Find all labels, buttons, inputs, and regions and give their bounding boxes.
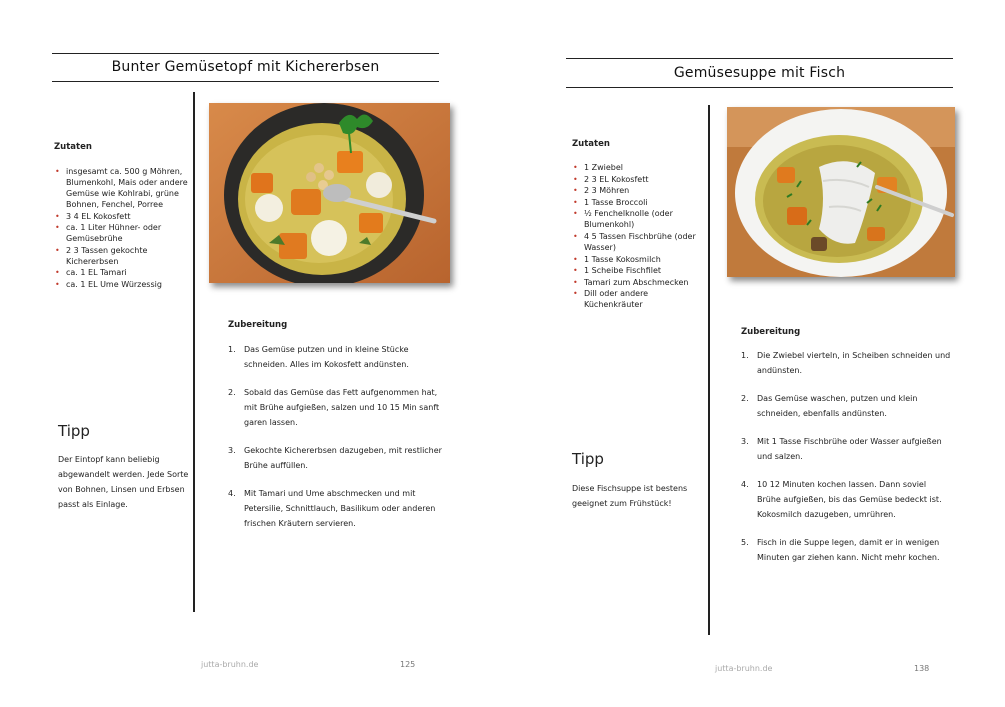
bullet-icon: • bbox=[55, 245, 60, 255]
list-item: 3. Gekochte Kichererbsen dazugeben, mit restlicher Brühe auffüllen. bbox=[228, 446, 442, 470]
bullet-icon: • bbox=[55, 268, 60, 278]
list-item: • 1 Tasse Broccoli bbox=[573, 197, 648, 207]
bullet-icon: • bbox=[573, 197, 578, 207]
list-item: 4. Mit Tamari und Ume abschmecken und mit Petersilie, Schnittlauch, Basilikum oder anderen frischen Kräutern servieren. bbox=[228, 489, 436, 528]
bullet-icon: • bbox=[573, 289, 578, 299]
bullet-icon: • bbox=[573, 209, 578, 219]
stew-photo bbox=[209, 103, 450, 283]
column-divider bbox=[708, 105, 710, 635]
steps-list bbox=[741, 348, 951, 578]
bullet-icon: • bbox=[55, 279, 60, 289]
fish-soup-photo bbox=[727, 107, 955, 277]
tip-text: Diese Fischsuppe ist bestens geeignet zum Frühstück! bbox=[572, 484, 688, 508]
page-title: Gemüsesuppe mit Fisch bbox=[566, 58, 953, 88]
list-item: • ca. 1 Liter Hühner- oder Gemüsebrühe bbox=[55, 223, 162, 244]
bullet-icon: • bbox=[55, 211, 60, 221]
list-item: • insgesamt ca. 500 g Möhren, Blumenkohl, Mais oder andere Gemüse wie Kohlrabi, grüne Bohnen, Fenchel, Porree bbox=[55, 167, 188, 209]
right-page bbox=[505, 0, 1005, 707]
list-item: 2. Das Gemüse waschen, putzen und klein schneiden, ebenfalls andünsten. bbox=[741, 394, 918, 418]
list-item: 2. Sobald das Gemüse das Fett aufgenommen hat, mit Brühe aufgießen, salzen und 10 15 Min sanft garen lassen. bbox=[228, 388, 440, 427]
list-item: • 4 5 Tassen Fischbrühe (oder Wasser) bbox=[573, 231, 696, 252]
fish-soup-image bbox=[727, 107, 955, 277]
list-item: • 2 3 EL Kokosfett bbox=[573, 174, 649, 184]
bullet-icon: • bbox=[55, 223, 60, 233]
list-item: 5. Fisch in die Suppe legen, damit er in wenigen Minuten gar ziehen kann. Nicht mehr kochen. bbox=[741, 538, 940, 562]
preparation-heading: Zubereitung bbox=[741, 327, 801, 337]
bullet-icon: • bbox=[573, 174, 578, 184]
list-item: • 3 4 EL Kokosfett bbox=[55, 211, 131, 221]
tip-text: Der Eintopf kann beliebig abgewandelt werden. Jede Sorte von Bohnen, Linsen und Erbsen passt als Einlage. bbox=[58, 455, 189, 509]
left-page bbox=[0, 0, 500, 707]
list-item: • 2 3 Möhren bbox=[573, 186, 630, 196]
bullet-icon: • bbox=[573, 266, 578, 276]
list-item: 4. 10 12 Minuten kochen lassen. Dann soviel Brühe aufgießen, bis das Gemüse bedeckt ist. Kokosmilch dazugeben, umrühren. bbox=[741, 480, 942, 519]
bullet-icon: • bbox=[55, 167, 60, 176]
preparation-heading: Zubereitung bbox=[228, 320, 288, 330]
list-item: • 1 Zwiebel bbox=[573, 163, 624, 172]
page-title: Bunter Gemüsetopf mit Kichererbsen bbox=[52, 53, 439, 82]
ingredients-list bbox=[572, 162, 707, 311]
list-item: • Tamari zum Abschmecken bbox=[573, 277, 689, 287]
bullet-icon: • bbox=[573, 231, 578, 241]
list-item: • 1 Tasse Kokosmilch bbox=[573, 254, 661, 264]
ingredients-list bbox=[54, 166, 189, 291]
list-item: 1. Das Gemüse putzen und in kleine Stücke schneiden. Alles im Kokosfett andünsten. bbox=[228, 345, 409, 369]
bullet-icon: • bbox=[573, 186, 578, 196]
column-divider bbox=[193, 92, 195, 612]
page-number: 138 bbox=[914, 664, 930, 673]
list-item: • ca. 1 EL Tamari bbox=[55, 268, 127, 278]
list-item: 1. Die Zwiebel vierteln, in Scheiben schneiden und andünsten. bbox=[741, 351, 951, 375]
bullet-icon: • bbox=[573, 277, 578, 287]
tip-heading: Tipp bbox=[58, 422, 90, 440]
tip-heading: Tipp bbox=[572, 450, 604, 468]
list-item: • 1 Scheibe Fischfilet bbox=[573, 266, 662, 276]
footer-site: jutta-bruhn.de bbox=[201, 660, 259, 669]
footer-site: jutta-bruhn.de bbox=[715, 664, 773, 673]
steps-list bbox=[228, 342, 443, 544]
ingredients-heading: Zutaten bbox=[54, 142, 92, 152]
bullet-icon: • bbox=[573, 254, 578, 264]
list-item: 3. Mit 1 Tasse Fischbrühe oder Wasser aufgießen und salzen. bbox=[741, 437, 942, 461]
ingredients-heading: Zutaten bbox=[572, 139, 610, 149]
list-item: • ½ Fenchelknolle (oder Blumenkohl) bbox=[573, 209, 673, 230]
bullet-icon: • bbox=[573, 163, 578, 172]
list-item: • 2 3 Tassen gekochte Kichererbsen bbox=[55, 245, 148, 266]
stew-image bbox=[209, 103, 450, 283]
page-number: 125 bbox=[400, 660, 416, 669]
list-item: • ca. 1 EL Ume Würzessig bbox=[55, 279, 162, 289]
list-item: • Dill oder andere Küchenkräuter bbox=[573, 289, 649, 310]
